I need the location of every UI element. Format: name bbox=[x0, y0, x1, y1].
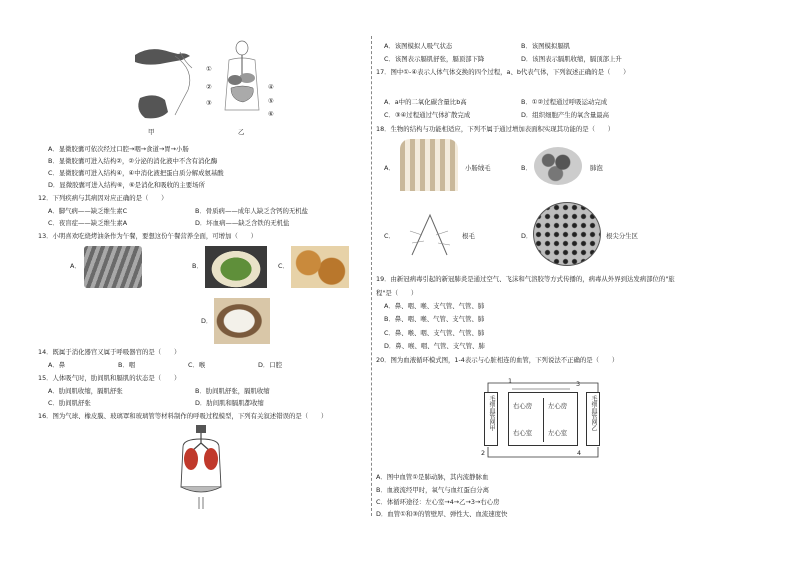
q18-label-d: D． bbox=[521, 232, 533, 240]
q17-option-c: C．③④过程通过气体扩散完成 bbox=[384, 111, 471, 119]
q18-stem: 18．生物的结构与功能相适应，下列不属于通过增加表面积实现其功能的是（ ） bbox=[376, 125, 615, 133]
q13-image-dumplings bbox=[291, 246, 349, 288]
q12-option-b: B．骨质病——成年人缺乏含钙的无机盐 bbox=[195, 207, 309, 215]
vessel-num-3: 3 bbox=[576, 380, 581, 388]
q15-option-a: A．肋间肌收缩，膈肌舒张 bbox=[48, 387, 123, 395]
q16-option-b: B．该图模拟膈肌 bbox=[521, 42, 571, 50]
vessel-num-1: 1 bbox=[508, 377, 513, 385]
q13-image-youtiao bbox=[84, 246, 142, 288]
fig-num-2: ② bbox=[206, 83, 212, 91]
q18-label-a: A． bbox=[384, 164, 395, 172]
q12-stem: 12．下列疾病与其病因对应正确的是（ ） bbox=[38, 194, 168, 202]
q14-option-b: B．咽 bbox=[118, 361, 136, 369]
q18-image-villi bbox=[400, 139, 458, 191]
q20-option-c: C．体循环途径：左心室→4→乙→3→右心房 bbox=[376, 498, 500, 506]
q11-option-a: A．显微胶囊可依次经过口腔→咽→食道→胃→小肠 bbox=[48, 145, 189, 153]
right-atrium: 右心房 bbox=[513, 402, 533, 410]
q14-option-c: C．喉 bbox=[188, 361, 206, 369]
q17-stem: 17．图中①-④表示人体气体交换的四个过程，a、b代表气体，下列叙述正确的是（ ） bbox=[376, 68, 630, 76]
q18-image-meristem bbox=[533, 202, 601, 266]
q13-label-b: B． bbox=[192, 262, 203, 270]
q18-image-alveoli bbox=[534, 147, 582, 185]
q13-image-vegetables bbox=[205, 246, 267, 288]
q19-stem-line1: 19．由新冠病毒引起的新冠肺炎是通过空气、飞沫和气溶胶等方式传播的，病毒从外界到达发病部位的"旅 bbox=[376, 275, 675, 283]
q19-option-d: D．鼻、喉、咽、气管、支气管、肺 bbox=[384, 342, 485, 350]
q13-label-d: D． bbox=[201, 317, 213, 325]
q18-image-root-hair bbox=[402, 205, 457, 260]
q11-option-b: B．显微胶囊可进入结构②，②分泌的消化液中不含有消化酶 bbox=[48, 157, 218, 165]
q14-option-a: A．鼻 bbox=[48, 361, 66, 369]
q16-option-a: A．该图模拟人吸气状态 bbox=[384, 42, 453, 50]
figure-bell-jar-model bbox=[175, 425, 227, 511]
q16-stem: 16．图为气球、橡皮膜、玻璃罩和玻璃管等材料制作的呼吸过程模型，下列有关叙述错误的是（ ） bbox=[38, 412, 328, 420]
q18-name-meristem: 根尖分生区 bbox=[606, 232, 638, 240]
q17-option-b: B．①②过程通过呼吸运动完成 bbox=[521, 98, 608, 106]
q18-name-villi: 小肠绒毛 bbox=[465, 164, 491, 172]
q15-stem: 15．人体吸气时，肋间肌和膈肌的状态是（ ） bbox=[38, 374, 181, 382]
q12-option-c: C．夜盲症——缺乏维生素A bbox=[48, 219, 128, 227]
q13-stem: 13．小明喜欢吃烧烤油条作为午餐，要想这份午餐营养全面，可增加（ ） bbox=[38, 232, 258, 240]
q19-option-b: B．鼻、咽、喉、气管、支气管、肺 bbox=[384, 315, 485, 323]
q11-option-d: D．显微胶囊可进入结构⑥，⑥是消化和吸收的主要场所 bbox=[48, 181, 205, 189]
q20-stem: 20．图为血液循环模式图，1-4表示与心脏相连的血管，下列说法不正确的是（ ） bbox=[376, 356, 619, 364]
q16-option-d: D．该图表示膈肌收缩，膈顶部上升 bbox=[521, 55, 622, 63]
q15-option-c: C．肋间肌舒张 bbox=[48, 399, 91, 407]
q15-option-b: B．肋间肌舒张，膈肌收缩 bbox=[195, 387, 270, 395]
q20-option-d: D．血管①和③的管壁厚、弹性大、血流速度快 bbox=[376, 510, 508, 518]
q13-label-a: A． bbox=[70, 262, 81, 270]
q14-option-d: D．口腔 bbox=[258, 361, 283, 369]
q16-option-c: C．该图表示膈肌舒张，膈顶部下降 bbox=[384, 55, 485, 63]
vessel-num-2: 2 bbox=[481, 449, 486, 457]
heart-septum bbox=[543, 398, 544, 442]
capillary-network-jia bbox=[484, 392, 498, 446]
capillary-network-yi bbox=[586, 392, 600, 446]
left-ventricle: 左心室 bbox=[548, 429, 568, 437]
q18-label-b: B． bbox=[521, 164, 532, 172]
q17-option-d: D．组织细胞产生的氧含量最高 bbox=[521, 111, 609, 119]
fig-num-4: ④ bbox=[268, 83, 274, 91]
q17-option-a: A．a中的二氧化碳含量比b高 bbox=[384, 98, 467, 106]
figure-digestive-system bbox=[215, 40, 270, 125]
fig-num-1: ① bbox=[206, 65, 212, 73]
q20-option-a: A．图中血管①是肺动脉，其内流静脉血 bbox=[376, 473, 489, 481]
fig-label-yi: 乙 bbox=[238, 128, 245, 136]
q18-name-alveoli: 肺泡 bbox=[590, 164, 603, 172]
capillary-yi-label: 毛细血管网乙 bbox=[590, 395, 597, 431]
q18-label-c: C． bbox=[384, 232, 395, 240]
fig-num-5: ⑤ bbox=[268, 97, 274, 105]
fig-label-jia: 甲 bbox=[148, 128, 155, 136]
q13-label-c: C． bbox=[278, 262, 289, 270]
fig-num-3: ③ bbox=[206, 99, 212, 107]
fig-num-6: ⑥ bbox=[268, 110, 274, 118]
q13-image-rice bbox=[214, 298, 270, 344]
q20-option-b: B．血液流经甲时，氧气与血红蛋白分离 bbox=[376, 486, 490, 494]
q19-option-c: C．鼻、喉、咽、支气管、气管、肺 bbox=[384, 329, 485, 337]
q11-option-c: C．显微胶囊可进入结构④，④中消化液把蛋白质分解成氨基酸 bbox=[48, 169, 224, 177]
column-divider bbox=[371, 36, 372, 516]
q12-option-d: D．坏血病——缺乏含铁的无机盐 bbox=[195, 219, 290, 227]
left-atrium: 左心房 bbox=[548, 402, 568, 410]
q12-option-a: A．脚气病——缺乏维生素C bbox=[48, 207, 128, 215]
vessel-num-4: 4 bbox=[577, 449, 582, 457]
capillary-jia-label: 毛细血管网甲 bbox=[488, 395, 495, 431]
q18-name-root-hair: 根毛 bbox=[462, 232, 475, 240]
figure-capsule-hand bbox=[130, 40, 205, 125]
q19-option-a: A．鼻、咽、喉、支气管、气管、肺 bbox=[384, 302, 485, 310]
q14-stem: 14．既属于消化器官又属于呼吸器官的是（ ） bbox=[38, 348, 181, 356]
q19-stem-line2: 程"是（ ） bbox=[376, 289, 418, 297]
q15-option-d: D．肋间肌和膈肌都收缩 bbox=[195, 399, 264, 407]
right-ventricle: 右心室 bbox=[513, 429, 533, 437]
